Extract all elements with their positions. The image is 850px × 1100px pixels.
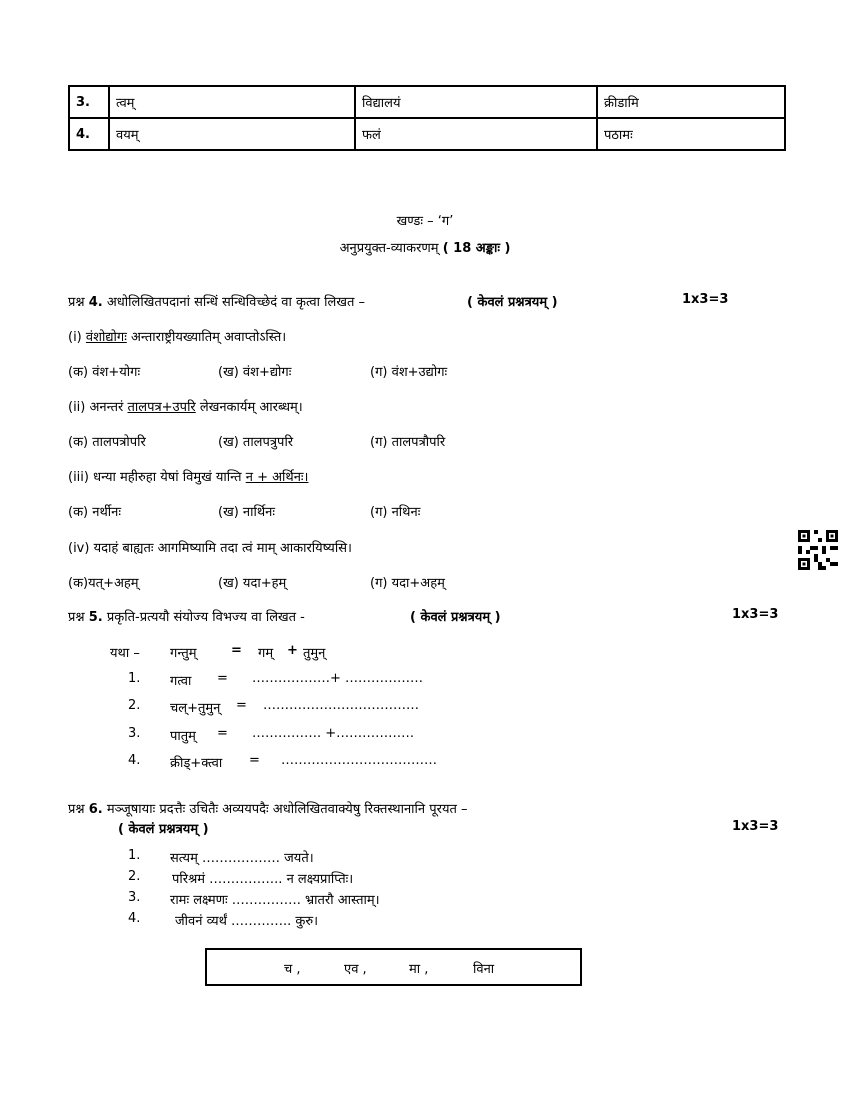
option: (ख) तालपत्रुपरि — [218, 435, 294, 450]
list-sentence: परिश्रमं …………….. न लक्ष्यप्राप्तिः। — [172, 872, 354, 887]
question-5-heading — [68, 607, 305, 625]
list-equals: = — [217, 726, 228, 741]
question-marks: 1x3=3 — [682, 292, 729, 307]
question-label: प्रश्न — [68, 802, 85, 817]
list-number: 4. — [128, 753, 141, 768]
question-6-heading — [68, 799, 468, 817]
section-title: खण्डः – ‘ग’ — [396, 214, 454, 229]
word-box — [205, 948, 582, 986]
question-text: अधोलिखितपदानां सन्धिं सन्धिविच्छेदं वा कृत्वा लिखत – — [106, 295, 366, 310]
example-suffix: तुमुन् — [303, 646, 326, 661]
q4-item-2 — [68, 397, 303, 415]
list-blank: ……………………………… — [263, 698, 419, 713]
example-label: यथा – — [110, 646, 140, 661]
table-cell: पठामः — [597, 118, 785, 150]
option: (ख) वंश+द्योगः — [218, 365, 292, 380]
answer-table — [68, 85, 786, 151]
example-equals: = — [231, 643, 242, 658]
box-word: मा , — [409, 962, 429, 977]
list-number: 2. — [128, 869, 141, 884]
table-row — [69, 118, 785, 150]
item-text: (iv) यदाहं बाह्यतः आगमिष्यामि तदा त्वं माम् आकारयिष्यसि। — [68, 541, 352, 556]
example-root: गम् — [258, 646, 274, 661]
list-number: 1. — [128, 671, 141, 686]
option: (क) तालपत्रोपरि — [68, 435, 146, 450]
qr-code-icon — [798, 530, 838, 570]
box-word: एव , — [344, 962, 367, 977]
question-label: प्रश्न — [68, 610, 85, 625]
box-word: विना — [473, 962, 495, 977]
underlined-term: न + अर्थिनः। — [245, 470, 309, 485]
box-word: च , — [284, 962, 301, 977]
question-note: ( केवलं प्रश्नत्रयम् ) — [467, 295, 558, 310]
table-cell: त्वम् — [109, 86, 355, 118]
question-number: 5. — [88, 610, 103, 625]
example-word: गन्तुम् — [170, 646, 197, 661]
option: (ग) नथिनः — [370, 505, 421, 520]
table-cell: फलं — [355, 118, 597, 150]
question-number: 4. — [88, 295, 103, 310]
list-sentence: सत्यम् ……………… जयते। — [170, 851, 314, 866]
option: (ख) नार्थिनः — [218, 505, 276, 520]
list-number: 1. — [128, 848, 141, 863]
q4-item-3 — [68, 467, 308, 485]
list-blank: ……………. +……………… — [252, 726, 415, 741]
question-note: ( केवलं प्रश्नत्रयम् ) — [118, 822, 209, 837]
question-note: ( केवलं प्रश्नत्रयम् ) — [410, 610, 501, 625]
list-number: 4. — [128, 911, 141, 926]
item-text: (i) — [68, 330, 86, 345]
list-word: क्रीड्+क्त्वा — [170, 756, 223, 771]
table-cell: वयम् — [109, 118, 355, 150]
item-text: (ii) अनन्तरं — [68, 400, 128, 415]
q4-item-1 — [68, 327, 286, 345]
option: (ग) यदा+अहम् — [370, 576, 445, 591]
list-word: पातुम् — [170, 729, 196, 744]
question-marks: 1x3=3 — [732, 607, 779, 622]
q4-item-4 — [68, 538, 352, 556]
option: (ग) वंश+उद्योगः — [370, 365, 448, 380]
table-cell: विद्यालयं — [355, 86, 597, 118]
item-text: (iii) धन्या महीरुहा येषां विमुखं यान्ति — [68, 470, 246, 485]
question-marks: 1x3=3 — [732, 819, 779, 834]
list-blank: ………………+ ……………… — [252, 671, 424, 686]
list-number: 3. — [128, 726, 141, 741]
underlined-term: तालपत्र+उपरि — [127, 400, 196, 415]
table-cell: क्रीडामि — [597, 86, 785, 118]
item-text: लेखनकार्यम् आरब्धम्। — [195, 400, 303, 415]
list-blank: ……………………………… — [281, 753, 437, 768]
row-number: 3. — [69, 86, 109, 118]
list-equals: = — [217, 671, 228, 686]
list-number: 2. — [128, 698, 141, 713]
list-sentence: जीवनं व्यर्थं ………….. कुरु। — [175, 914, 319, 929]
question-4-heading — [68, 292, 365, 310]
question-label: प्रश्न — [68, 295, 85, 310]
example-plus: + — [287, 643, 298, 658]
subtitle-text: अनुप्रयुक्त-व्याकरणम् — [339, 241, 439, 256]
item-text: अन्ताराष्ट्रीयख्यातिम् अवाप्तोऽस्ति। — [126, 330, 287, 345]
question-number: 6. — [88, 802, 103, 817]
question-text: प्रकृति-प्रत्ययौ संयोज्य विभज्य वा लिखत - — [106, 610, 305, 625]
row-number: 4. — [69, 118, 109, 150]
option: (ग) तालपत्रौपरि — [370, 435, 446, 450]
section-subtitle — [0, 238, 850, 256]
option: (क) नर्थीनः — [68, 505, 121, 520]
question-text: मञ्जूषायाः प्रदत्तैः उचितैः अव्ययपदैः अधोलिखितवाक्येषु रिक्तस्थानानि पूरयत – — [106, 802, 468, 817]
option: (ख) यदा+हम् — [218, 576, 287, 591]
table-row — [69, 86, 785, 118]
subtitle-marks: ( 18 अङ्काः ) — [442, 241, 511, 256]
underlined-term: वंशोद्योगः — [85, 330, 127, 345]
option: (क) वंश+योगः — [68, 365, 141, 380]
list-word: गत्वा — [170, 674, 192, 689]
list-equals: = — [236, 698, 247, 713]
option: (क)यत्+अहम् — [68, 576, 139, 591]
list-equals: = — [249, 753, 260, 768]
list-sentence: रामः लक्ष्मणः ……………. भ्रातरौ आस्ताम्। — [170, 893, 380, 908]
list-word: चल्+तुमुन् — [170, 701, 221, 716]
list-number: 3. — [128, 890, 141, 905]
